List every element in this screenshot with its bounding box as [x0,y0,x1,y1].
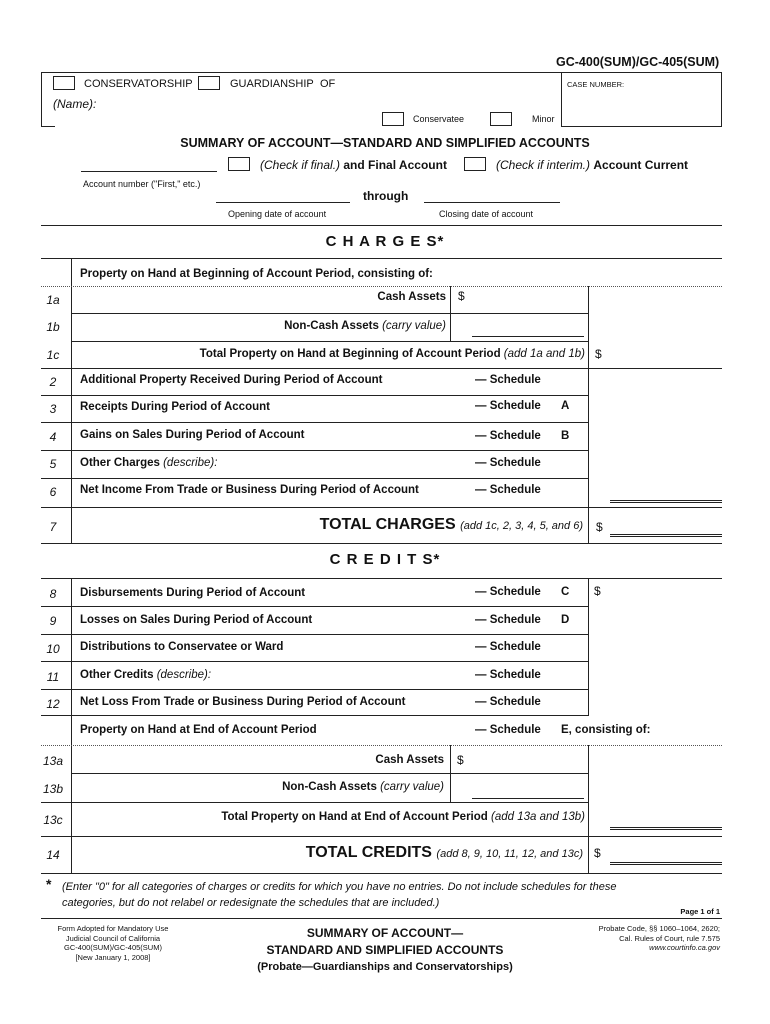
name-label: (Name): [53,97,97,111]
closing-date-label: Closing date of account [439,209,534,219]
case-number-label: CASE NUMBER: [567,80,625,89]
other-credits-label: Other Credits (describe): [80,669,212,681]
row-num-10: 10 [46,642,60,656]
row-num-1c: 1c [46,348,60,362]
schedule-8: — Schedule [475,586,541,598]
non-cash-assets-label: Non-Cash Assets (carry value) [284,320,446,332]
schedule-6: — Schedule [475,484,541,496]
account-current-label: (Check if interim.) Account Current [496,158,689,172]
guardianship-checkbox[interactable] [198,76,220,90]
minor-label: Minor [532,114,555,124]
row-num-2: 2 [49,375,57,389]
row-num-8: 8 [49,587,57,601]
conservatorship-checkbox[interactable] [53,76,75,90]
receipts-label: Receipts During Period of Account [80,401,270,413]
row-num-13c: 13c [43,813,63,827]
conservatorship-label: CONSERVATORSHIP [84,78,193,90]
total-credits-field[interactable] [610,862,722,865]
net-income-label: Net Income From Trade or Business During Period of Account [80,484,419,496]
end-property-label: Property on Hand at End of Account Period [80,724,317,736]
opening-date-label: Opening date of account [228,209,327,219]
net-loss-label: Net Loss From Trade or Business During Period of Account [80,696,406,708]
final-account-label: (Check if final.) and Final Account [260,158,447,172]
footer-title: SUMMARY OF ACCOUNT— STANDARD AND SIMPLIFIED ACCOUNTS (Probate—Guardianships and Conservatorships) [257,926,513,973]
charges-intro: Property on Hand at Beginning of Account Period, consisting of: [80,268,433,280]
schedule-9: — Schedule [475,614,541,626]
1c-dollar: $ [595,347,602,361]
row-num-13a: 13a [42,754,64,768]
account-number-label: Account number ("First," etc.) [83,179,201,189]
conservatee-label: Conservatee [413,114,465,124]
row-num-6: 6 [49,485,57,499]
row-num-5: 5 [49,457,57,471]
total-charges-field[interactable] [610,534,722,537]
distributions-label: Distributions to Conservatee or Ward [80,641,284,653]
footer-left: Form Adopted for Mandatory Use Judicial Council of California GC-400(SUM)/GC-405(SUM) [New January 1, 2008] [57,924,169,962]
page-number: Page 1 of 1 [680,907,720,916]
schedule-13: — Schedule [475,724,541,736]
row-num-12: 12 [46,697,60,711]
1a-dollar: $ [458,289,465,303]
row-num-1a: 1a [46,293,60,307]
schedule-letter-c: C [561,586,570,598]
schedule-letter-b: B [561,430,570,442]
total-charges-dollar: $ [596,520,603,534]
form-id: GC-400(SUM)/GC-405(SUM) [556,55,720,69]
of-label: OF [320,78,336,90]
minor-checkbox[interactable] [490,112,512,126]
page-title: SUMMARY OF ACCOUNT—STANDARD AND SIMPLIFIED ACCOUNTS [180,136,590,150]
footnote-star: * [46,876,52,892]
account-current-checkbox[interactable] [464,157,486,171]
schedule-4: — Schedule [475,430,541,442]
charges-heading: C H A R G E S* [325,233,445,250]
schedule-3: — Schedule [475,400,541,412]
conservatee-checkbox[interactable] [382,112,404,126]
13c-amount-field[interactable] [610,827,722,830]
row-num-1b: 1b [46,320,60,334]
13a-dollar: $ [457,753,464,767]
total-charges-label: TOTAL CHARGES (add 1c, 2, 3, 4, 5, and 6) [319,516,583,533]
row-num-11: 11 [46,670,60,684]
opening-date-field[interactable] [216,202,350,203]
gains-label: Gains on Sales During Period of Account [80,429,305,441]
footnote-line1: (Enter "0" for all categories of charges or credits for which you have no entries. Do not include schedules for these [62,881,617,893]
row-num-4: 4 [49,430,57,444]
schedule-letter-a: A [561,400,570,412]
end-non-cash-label: Non-Cash Assets (carry value) [282,781,444,793]
credits-heading: C R E D I T S* [329,551,441,568]
losses-label: Losses on Sales During Period of Account [80,614,313,626]
row-num-13b: 13b [42,782,64,796]
total-beginning-label: Total Property on Hand at Beginning of Account Period (add 1a and 1b) [199,348,585,360]
schedule-letter-d: D [561,614,570,626]
8-dollar: $ [594,584,601,598]
schedule-5: — Schedule [475,457,541,469]
closing-date-field[interactable] [424,202,560,203]
disbursements-label: Disbursements During Period of Account [80,587,306,599]
schedule-12: — Schedule [475,696,541,708]
schedule-10: — Schedule [475,641,541,653]
other-charges-label: Other Charges (describe): [80,457,218,469]
account-number-field[interactable] [81,171,217,172]
guardianship-label: GUARDIANSHIP [230,78,314,90]
charges-subtotal-field[interactable] [610,500,722,503]
schedule-2: — Schedule [475,374,541,386]
row-num-14: 14 [46,848,60,862]
schedule-letter-e: E, consisting of: [561,724,651,736]
footer-right: Probate Code, §§ 1060–1064, 2620; Cal. Rules of Court, rule 7.575 www.courtinfo.ca.gov [598,924,720,952]
row-num-9: 9 [49,614,57,628]
schedule-11: — Schedule [475,669,541,681]
total-end-label: Total Property on Hand at End of Account Period (add 13a and 13b) [221,811,585,823]
through-label: through [363,189,409,203]
total-credits-dollar: $ [594,846,601,860]
additional-property-label: Additional Property Received During Period of Account [80,374,383,386]
total-credits-label: TOTAL CREDITS (add 8, 9, 10, 11, 12, and 13c) [305,844,583,861]
row-num-7: 7 [49,520,57,534]
footnote-line2: categories, but do not relabel or redesignate the schedules that are included.) [62,897,440,909]
end-cash-assets-label: Cash Assets [375,754,444,766]
cash-assets-label: Cash Assets [377,291,446,303]
final-account-checkbox[interactable] [228,157,250,171]
1b-amount-field[interactable] [472,336,584,337]
row-num-3: 3 [49,402,57,416]
13b-amount-field[interactable] [472,798,584,799]
